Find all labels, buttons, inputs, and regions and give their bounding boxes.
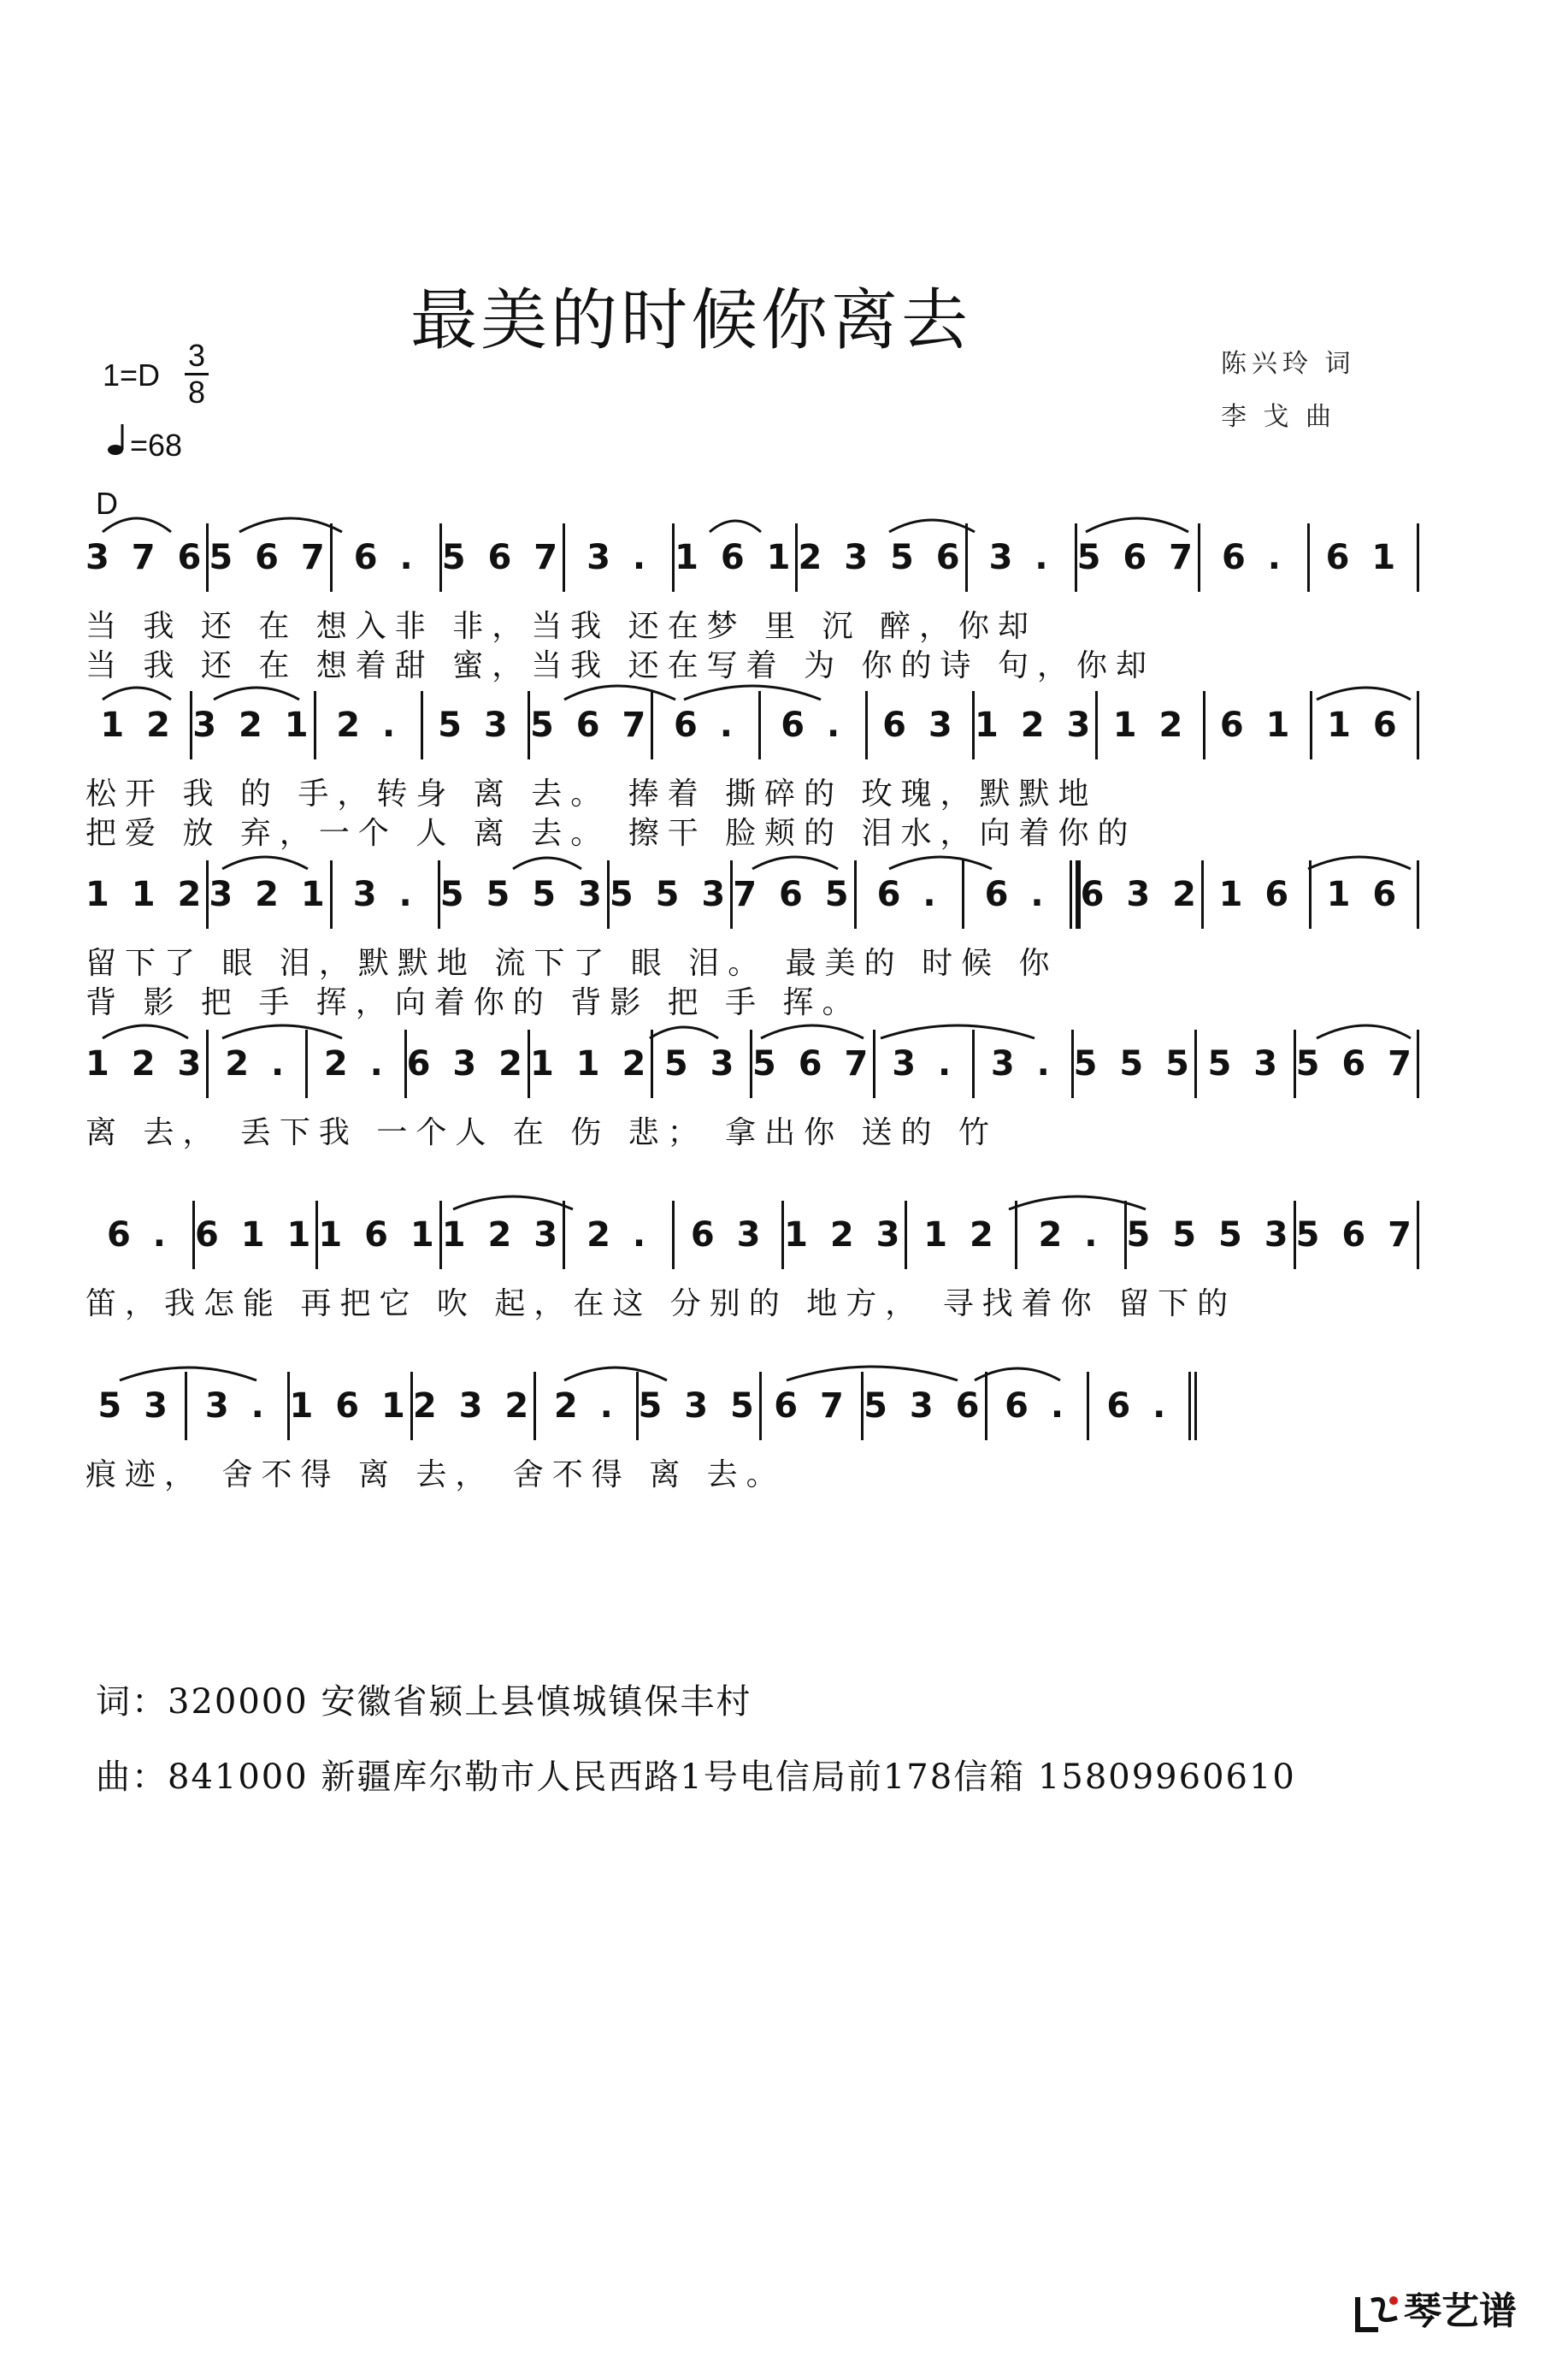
measure: 5 6 7 (750, 1030, 873, 1098)
measure: 5 6 7 (1294, 1201, 1419, 1269)
measure: 3 2 1 (190, 691, 313, 759)
measure: 6 . (758, 691, 865, 759)
measure: 5 6 7 (1294, 1030, 1419, 1098)
lyric-verse-1: 留下了 眼 泪，默默地 流下了 眼 泪。 最美的 时候 你 (85, 946, 1058, 981)
measure: 1 1 2 (528, 1030, 651, 1098)
measure: 5 6 7 (439, 523, 563, 592)
measure: 1 2 (905, 1201, 1014, 1269)
score-title: 最美的时候你离去 (410, 282, 972, 359)
composer-credit: 李 戈 曲 (1221, 403, 1336, 431)
measure: 6 1 (1307, 523, 1419, 592)
lyric-verse-2: 当 我 还 在 想着甜 蜜，当我 还在写着 为 你的诗 句，你却 (85, 648, 1155, 683)
composer-address: 曲：841000 新疆库尔勒市人民西路1号电信局前178信箱 15809960610 (96, 1757, 1296, 1797)
measure: 6 3 2 (1078, 860, 1201, 929)
measure: 1 2 3 (85, 1044, 207, 1084)
measure: 2 . (533, 1372, 635, 1440)
measure: 2 . (305, 1030, 404, 1098)
measure: 6 . (1198, 523, 1307, 592)
measure: 1 2 (100, 706, 175, 745)
measure: 2 3 5 6 (795, 523, 964, 592)
chord-symbol: D (96, 486, 118, 521)
lyricist-credit: 陈兴玲 词 (1221, 350, 1356, 378)
measure: 5 6 7 (206, 523, 329, 592)
measure: 5 3 6 (861, 1372, 984, 1440)
qinyipu-logo-icon (1353, 2292, 1404, 2335)
tempo-marking (108, 428, 182, 464)
lyric-verse-2: 背 影 把 手 挥，向着你的 背影 把 手 挥。 (85, 985, 862, 1020)
measure: 1 2 3 (439, 1201, 563, 1269)
measure: 3 . (972, 1030, 1071, 1098)
measure: 5 3 5 (636, 1372, 759, 1440)
measure: 6 3 2 (404, 1030, 528, 1098)
lyric-verse-1: 松开 我 的 手，转身 离 去。 捧着 撕碎的 玫瑰，默默地 (85, 777, 1098, 812)
watermark-text: 琴艺谱 (1404, 2289, 1517, 2333)
measure: 5 5 5 3 (1124, 1201, 1294, 1269)
tempo-value: =68 (130, 428, 183, 463)
measure: 5 3 (421, 691, 528, 759)
measure: 5 6 7 (528, 691, 651, 759)
measure-repeat-end: 6 . (962, 860, 1078, 929)
lyric-verse-1: 离 去， 丢下我 一个人 在 伤 悲； 拿出你 送的 竹 (85, 1115, 998, 1150)
measure: 2 . (563, 1201, 672, 1269)
measure: 1 6 1 (315, 1201, 439, 1269)
measures-row (85, 1201, 1419, 1269)
measure: 5 3 (97, 1386, 173, 1426)
measure: 5 3 (651, 1030, 750, 1098)
measure: 5 5 5 3 (438, 860, 607, 929)
time-signature-top: 3 (187, 338, 206, 373)
measure: 6 3 (672, 1201, 781, 1269)
measure: 1 1 2 (85, 875, 207, 914)
lyric-verse-1: 笛，我怎能 再把它 吹 起，在这 分别的 地方， 寻找着你 留下的 (85, 1286, 1237, 1321)
measure: 3 . (330, 860, 438, 929)
measure: 5 3 (1194, 1030, 1294, 1098)
measure: 3 7 6 (85, 538, 207, 577)
measures-row (85, 860, 1419, 929)
measure: 6 7 (759, 1372, 861, 1440)
measure: 1 2 3 (972, 691, 1095, 759)
measure: 1 2 3 (781, 1201, 905, 1269)
measure: 2 . (206, 1030, 305, 1098)
lyric-verse-1: 当 我 还 在 想入非 非，当我 还在梦 里 沉 醉，你却 (85, 609, 1037, 644)
measure: 3 . (185, 1372, 286, 1440)
measure: 6 . (854, 860, 962, 929)
measure: 6 . (985, 1372, 1087, 1440)
measure: 6 . (107, 1215, 171, 1255)
measure: 2 3 2 (410, 1372, 533, 1440)
measure: 3 2 1 (206, 860, 329, 929)
time-signature (181, 339, 212, 410)
measures-row (85, 1030, 1419, 1098)
measure-final: 6 . (1087, 1372, 1197, 1440)
watermark-logo (1353, 2280, 1517, 2335)
lyricist-address: 词：320000 安徽省颍上县慎城镇保丰村 (96, 1682, 752, 1722)
measure: 3 . (563, 523, 672, 592)
measure: 6 . (330, 523, 439, 592)
measure: 6 3 (865, 691, 972, 759)
measure: 5 5 3 (607, 860, 730, 929)
measures-row (85, 691, 1419, 759)
key-signature: 1=D (103, 357, 161, 393)
measure: 2 . (314, 691, 421, 759)
measure: 3 . (873, 1030, 972, 1098)
time-signature-bottom: 8 (187, 375, 206, 410)
measure: 6 1 1 (192, 1201, 315, 1269)
measures-row (85, 1372, 1197, 1440)
measure: 5 6 7 (1075, 523, 1198, 592)
measure: 1 6 1 (672, 523, 795, 592)
measure: 6 1 (1203, 691, 1310, 759)
measure: 1 6 (1309, 860, 1419, 929)
measure: 6 . (651, 691, 757, 759)
quarter-note-icon (108, 438, 130, 457)
measure: 1 6 (1201, 860, 1309, 929)
measures-row (85, 523, 1419, 592)
lyric-verse-2: 把爱 放 弃，一个 人 离 去。 擦干 脸颊的 泪水，向着你的 (85, 816, 1137, 851)
measure: 1 6 (1310, 691, 1419, 759)
lyric-verse-1: 痕迹， 舍不得 离 去， 舍不得 离 去。 (85, 1457, 786, 1492)
measure: 5 5 5 (1071, 1030, 1194, 1098)
measure: 1 6 1 (287, 1372, 410, 1440)
measure: 3 . (965, 523, 1075, 592)
measure: 1 2 (1095, 691, 1202, 759)
measure: 7 6 5 (730, 860, 853, 929)
measure: 2 . (1015, 1201, 1124, 1269)
